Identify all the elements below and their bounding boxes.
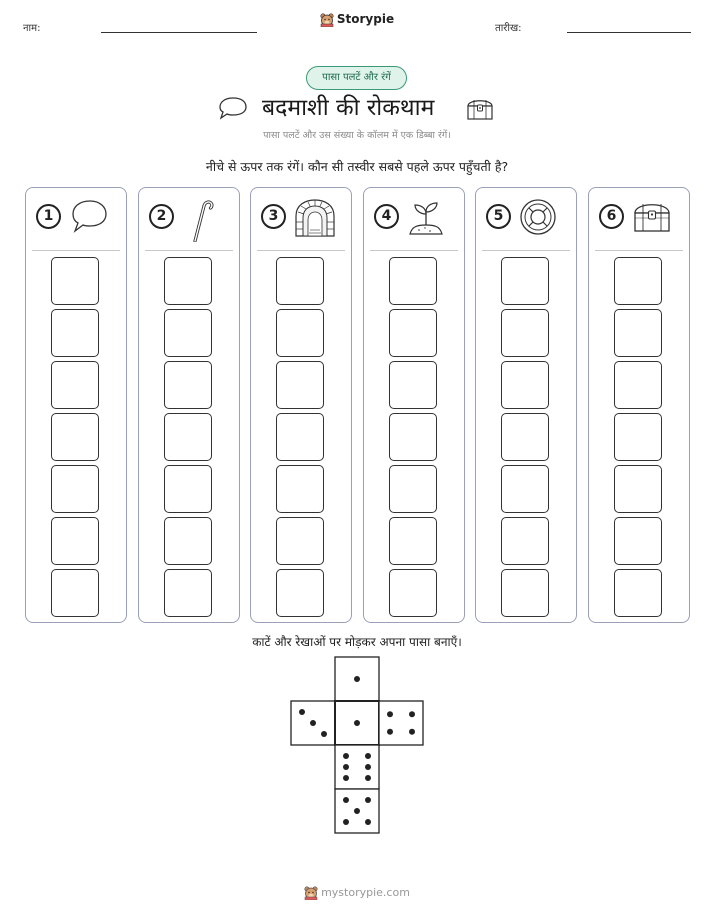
instruction: नीचे से ऊपर तक रंगें। कौन सी तस्वीर सबसे पहले ऊपर पहुँचती है? [205,159,509,174]
color-box[interactable] [389,309,437,357]
color-box[interactable] [164,257,212,305]
column-divider [370,250,458,251]
color-box[interactable] [389,257,437,305]
color-box[interactable] [51,257,99,305]
color-box[interactable] [614,309,662,357]
die-face [291,701,335,745]
life-ring-icon [518,198,558,238]
color-box[interactable] [501,257,549,305]
column-number: 3 [261,204,286,229]
color-box[interactable] [276,569,324,617]
die-pip [365,819,371,825]
column-2 [138,187,240,623]
color-box[interactable] [164,569,212,617]
color-box[interactable] [614,361,662,409]
column-number: 2 [149,204,174,229]
column-4 [363,187,465,623]
title-row [0,90,714,126]
date-label: तारीख: [495,23,522,34]
column-divider [32,250,120,251]
column-3 [250,187,352,623]
die-pip [354,676,360,682]
die-pip [343,797,349,803]
color-box[interactable] [164,309,212,357]
color-box[interactable] [164,413,212,461]
column-number: 5 [486,204,511,229]
color-box[interactable] [164,361,212,409]
brand-logo [0,12,714,27]
tunnel-icon [293,198,337,238]
column-number: 6 [599,204,624,229]
speech-bubble-icon [218,96,248,120]
die-pip [365,797,371,803]
color-box[interactable] [51,517,99,565]
color-box[interactable] [276,413,324,461]
die-face [335,789,379,833]
color-box[interactable] [501,569,549,617]
color-box[interactable] [51,465,99,513]
color-box[interactable] [389,465,437,513]
name-label: नाम: [23,23,41,34]
color-box[interactable] [501,413,549,461]
color-box[interactable] [501,517,549,565]
color-box[interactable] [389,361,437,409]
die-pip [387,729,393,735]
bear-logo-icon [320,13,334,27]
die-net [290,656,426,836]
sprout-icon [406,198,446,238]
die-pip [321,731,327,737]
color-box[interactable] [164,517,212,565]
bear-logo-icon [304,886,318,900]
die-pip [365,764,371,770]
column-number: 1 [36,204,61,229]
color-box[interactable] [276,309,324,357]
color-box[interactable] [51,309,99,357]
die-pip [343,819,349,825]
color-box[interactable] [51,569,99,617]
column-divider [257,250,345,251]
footer-url: mystorypie.com [321,886,410,899]
activity-badge: पासा पलटें और रंगें [306,66,407,90]
color-box[interactable] [389,413,437,461]
color-box[interactable] [614,569,662,617]
color-box[interactable] [389,517,437,565]
die-pip [387,711,393,717]
date-line [567,32,691,33]
footer [0,886,714,900]
die-pip [343,775,349,781]
speech-bubble-icon [68,198,108,234]
column-divider [145,250,233,251]
column-number: 4 [374,204,399,229]
color-box[interactable] [51,413,99,461]
page-title: बदमाशी की रोकथाम [262,95,435,121]
die-pip [310,720,316,726]
color-box[interactable] [51,361,99,409]
color-box[interactable] [614,465,662,513]
die-pip [409,711,415,717]
brand-name: Storypie [336,12,395,26]
color-box[interactable] [501,309,549,357]
die-face [335,657,379,701]
column-6 [588,187,690,623]
die-pip [343,753,349,759]
die-pip [343,764,349,770]
color-box[interactable] [614,257,662,305]
column-divider [595,250,683,251]
color-box[interactable] [389,569,437,617]
color-box[interactable] [276,361,324,409]
cane-icon [181,198,221,242]
color-box[interactable] [164,465,212,513]
subtitle: पासा पलटें और उस संख्या के कॉलम में एक डिब्बा रंगें। [263,130,451,141]
column-1 [25,187,127,623]
color-box[interactable] [501,465,549,513]
die-face [335,745,379,789]
name-line [101,32,257,33]
treasure-chest-icon [465,95,495,121]
color-box[interactable] [276,257,324,305]
treasure-chest-icon [631,198,673,234]
color-box[interactable] [276,517,324,565]
column-divider [482,250,570,251]
column-5 [475,187,577,623]
die-face [379,701,423,745]
die-pip [365,753,371,759]
cut-instruction: काटें और रेखाओं पर मोड़कर अपना पासा बनाएँ। [252,635,462,649]
die-pip [354,720,360,726]
die-pip [299,709,305,715]
die-pip [365,775,371,781]
color-box[interactable] [614,413,662,461]
color-box[interactable] [501,361,549,409]
die-pip [409,729,415,735]
die-pip [354,808,360,814]
color-box[interactable] [614,517,662,565]
color-box[interactable] [276,465,324,513]
die-face [335,701,379,745]
